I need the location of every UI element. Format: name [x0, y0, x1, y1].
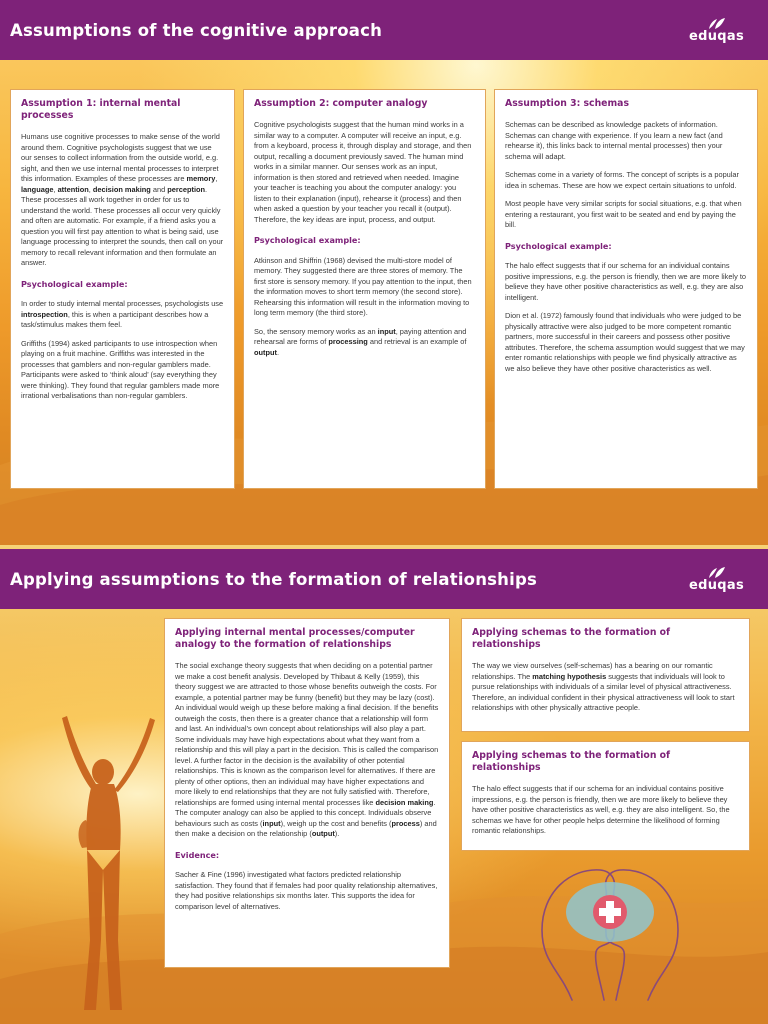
- logo-text: eduqas: [689, 28, 744, 44]
- assumption2-summary-paragraph: So, the sensory memory works as an input, paying attention and rehearsal are forms of processing and retrieval is an example of output.: [254, 326, 467, 357]
- section2-title: Applying assumptions to the formation of relationships: [10, 569, 538, 589]
- assumption2-heading: Assumption 2: computer analogy: [254, 98, 428, 109]
- section1-title: Assumptions of the cognitive approach: [10, 20, 383, 40]
- eduqas-logo[interactable]: [689, 17, 744, 44]
- applying-schemas-card-1: [461, 618, 750, 732]
- applying-processes-heading: Applying internal mental processes/computer analogy to the formation of relationships: [175, 627, 415, 651]
- assumption2-atkinson-paragraph: Atkinson and Shiffrin (1968) devised the multi-store model of memory. They suggested there are three stores of memory. The first store is sensory memory. If you pay attention to the input, then the information moves to short term memory (the second store). Rehearsing this information will result in the information moving to long term memory (the third store).: [254, 255, 472, 318]
- assumption3-heading: Assumption 3: schemas: [505, 98, 629, 109]
- applying-schemas-heading-2: Applying schemas to the formation of relationships: [472, 750, 671, 774]
- assumption1-subheading: Psychological example:: [21, 278, 128, 289]
- applying-schemas-heading-1: Applying schemas to the formation of relationships: [472, 627, 671, 651]
- assumption1-card: [10, 89, 235, 489]
- section-applying-assumptions: [0, 545, 768, 1024]
- assumption3-subheading: Psychological example:: [505, 240, 612, 251]
- two-heads-brain-icon: [520, 850, 700, 1005]
- assumption3-paragraph1: Schemas can be described as knowledge packets of information. Schemas can change with experience. If you learn a new fact (and rehearse it), this links back to internal mental processes) then your schema will adapt.: [505, 120, 723, 161]
- assumption3-paragraph3: Most people have very similar scripts for social situations, e.g. that when entering a restaurant, you first wait to be seated and end by paying the bill.: [505, 199, 742, 230]
- section1-banner: [0, 0, 768, 60]
- evidence-paragraph: Sacher & Fine (1996) investigated what factors predicted relationship satisfaction. They found that if females had poor quality relationship alternatives, they had positive relationships six months later. This supports the idea for comparison level of alternatives.: [175, 870, 438, 911]
- assumption1-paragraph: Humans use cognitive processes to make sense of the world around them. Cognitive psychologists suggest that we use our senses to collect information from the outside world, e.g. sight, and then we use internal mental processes to interpret this information. Examples of these processes are memory, language, attention, decision making and perception. These processes all work together in order for us to understand the world. These processes all occur very quickly and often are automatic. For example, if a friend asks you a question you will first pay attention to what is being said, use language processing to interpret the sounds, then call on your memory to recall relevant information and then formulate an answer.: [21, 132, 224, 268]
- assumption1-griffiths-paragraph: Griffiths (1994) asked participants to use introspection when playing on a fruit machine. Griffiths was interested in the processes that gamblers and non-regular gamblers made. Participants were asked to ‘think aloud’ (say everything they were thinking). They found that regular gamblers made more irrational verbalisations than non-regular gamblers.: [21, 338, 220, 401]
- assumption1-heading: Assumption 1: internal mental processes: [21, 98, 181, 122]
- applying-processes-card: [164, 618, 450, 968]
- assumption1-introspection-paragraph: In order to study internal mental processes, psychologists use introspection, this is when a participant describes how a task/stimulus makes them feel.: [21, 299, 224, 330]
- assumption2-subheading: Psychological example:: [254, 235, 361, 246]
- applying-schemas-card-2: [461, 741, 750, 851]
- section2-banner: [0, 549, 768, 609]
- evidence-subheading: Evidence:: [175, 849, 220, 860]
- assumption3-dion-paragraph: Dion et al. (1972) famously found that individuals who were judged to be physically attractive were also judged to be more competent romantic partners, more successful in their careers and possess other positive attributes. Therefore, the schema assumption would suggest that we may enter romantic relationships with people we find physically attractive as we also believe they have other positive characteristics as well.: [505, 311, 745, 373]
- logo-text: eduqas: [689, 577, 744, 593]
- woman-arms-raised-silhouette: [40, 710, 170, 1020]
- assumption3-card: [494, 89, 758, 489]
- social-exchange-paragraph: The social exchange theory suggests that when deciding on a potential partner we make a cost benefit analysis. Developed by Thibaut & Kelly (1959), this theory suggest we are attracted to those whose benefits outweigh the costs. For example, a potential partner may be funny (benefit) but they may be lazy (cost). An individual would weigh up these before making a final decision. If the benefits outweigh the costs, then there is a greater chance that a relationship will form and last. An individual’s own concept about relationships will also play a part. Some individuals may have high expectations about what they want from a relationship and this will play a part in the decision. This is called the comparison level. A further factor in the decision is the availability of other potential relationships. This is known as the comparison level for alternatives. If there are plenty of other options, then an individual may have higher expectations and more likely to end relationships that they are not fully satisfied with. Therefore, relationships are formed using internal mental processes like decision making. The computer analogy can also be applied to this concept. Individuals observe behaviours such as costs (input), weigh up the cost and benefits (process) and then make a decision on the relationship (output).: [175, 661, 439, 839]
- eduqas-logo[interactable]: [689, 566, 744, 593]
- assumption2-card: [243, 89, 486, 489]
- assumption3-halo-paragraph: The halo effect suggests that if our schema for an individual contains positive impressions, e.g. the person is friendly, then we are more likely to believe they have other positive characteristics as well, e.g. they are also intelligent.: [505, 261, 746, 302]
- assumption2-paragraph: Cognitive psychologists suggest that the human mind works in a similar way to a computer. A computer will receive an input, e.g. from a keyboard, process it, through display and storage, and then output, recalling a document previously saved. The human mind works in a similar manner. Our senses work as an input, information is then stored and retrieved when needed. Imagine your teacher is teaching you about the computer analogy: you listen to their explanation (input), rehearse it (process) and then when asked a question by your teacher you recall it (output). Therefore, the key ideas are input, process, and output.: [254, 120, 472, 224]
- assumption3-paragraph2: Schemas come in a variety of forms. The concept of scripts is a popular idea in schemas. These are how we expect certain situations to unfold.: [505, 170, 740, 190]
- halo-effect-paragraph: The halo effect suggests that if our schema for an individual contains positive impressions, e.g. the person is friendly, then we are more likely to believe they have other positive characteristics as well, e.g. they are also intelligent. So, the schemas we have for other people helps determine the likelihood of forming romantic relationships.: [472, 784, 730, 836]
- matching-hypothesis-paragraph: The way we view ourselves (self-schemas) has a bearing on our romantic relationships. The matching hypothesis suggests that individuals will look to pursue relationships with individuals of a similar level of physical attractiveness. Therefore, an individual confident in their physical attractiveness will look to start relationships with other physically attractive people.: [472, 661, 735, 713]
